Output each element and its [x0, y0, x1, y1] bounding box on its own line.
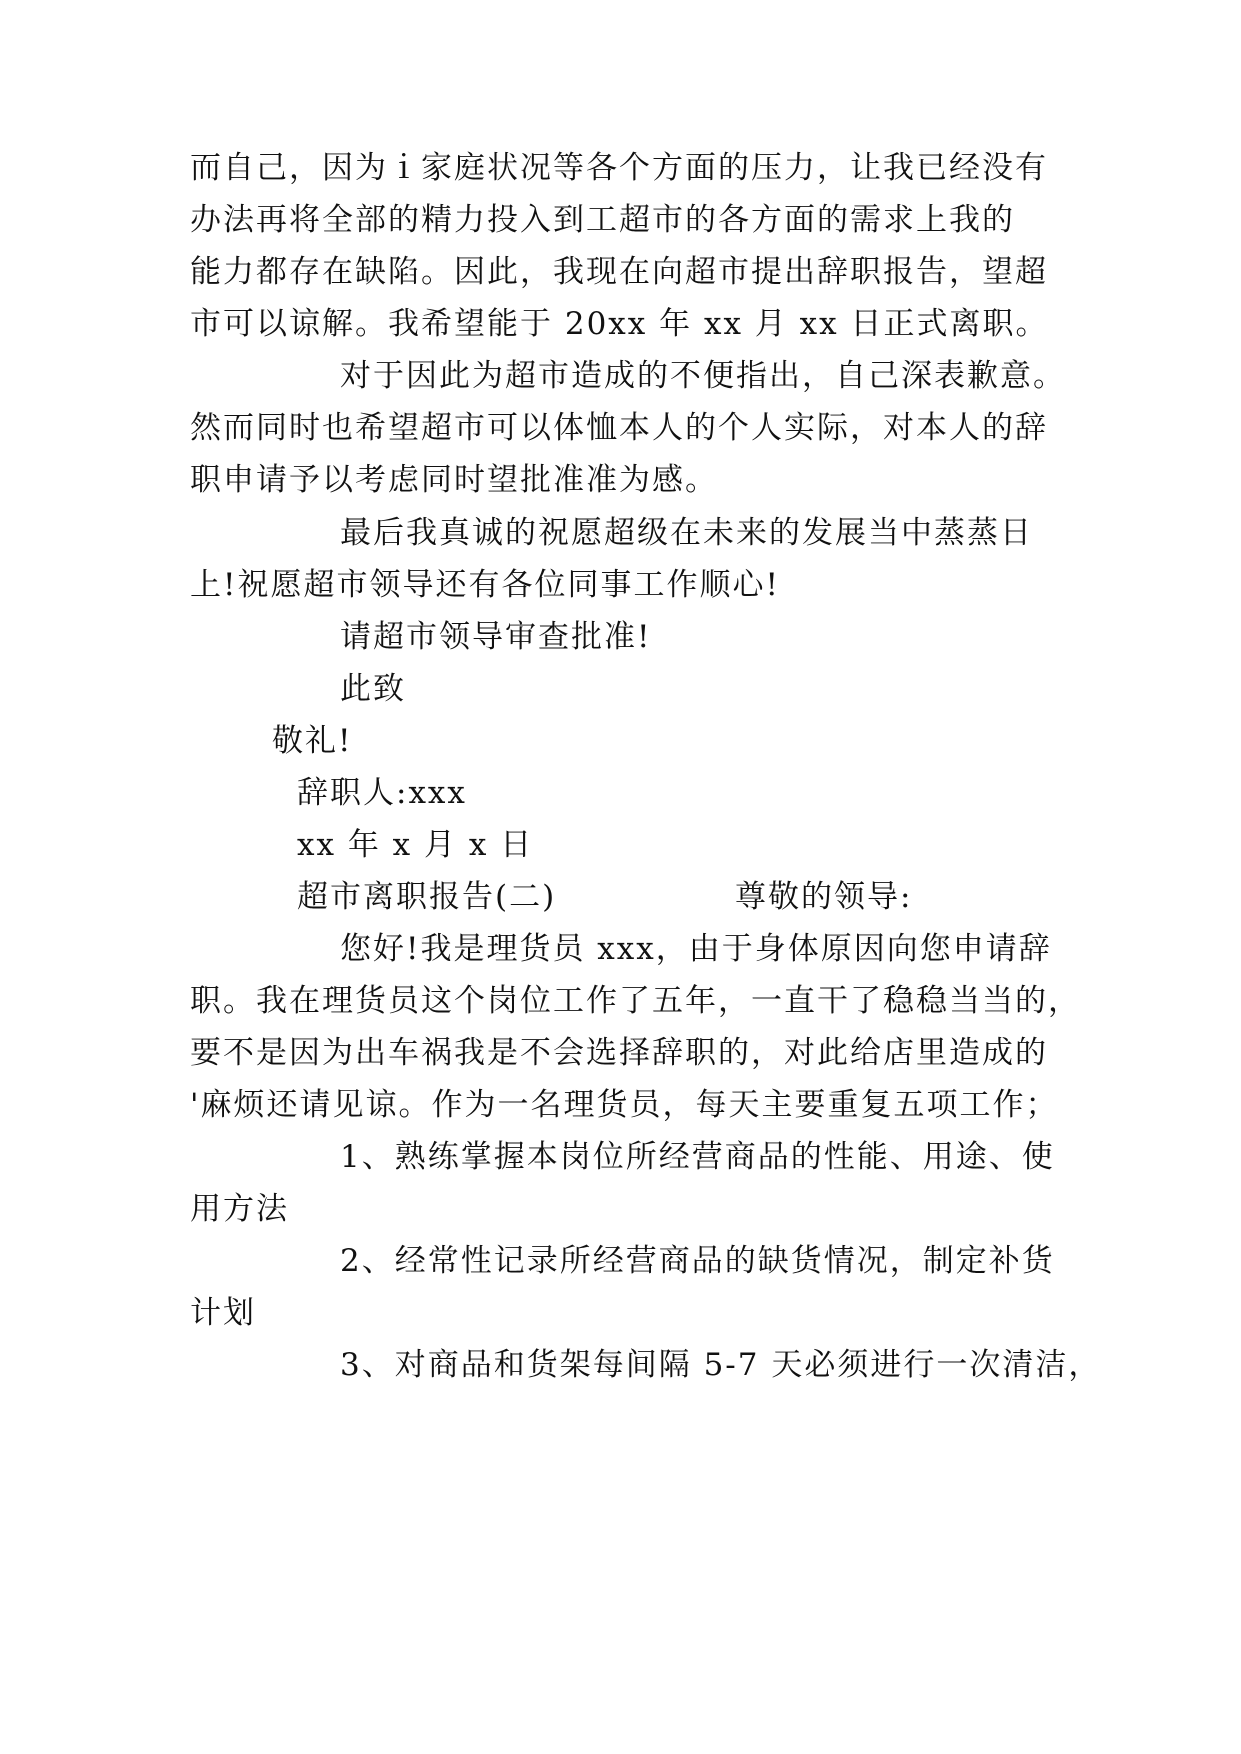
- paragraph-line: 上!祝愿超市领导还有各位同事工作顺心!: [190, 567, 780, 603]
- list-item-continuation: 用方法: [190, 1191, 289, 1227]
- paragraph-line: 职。我在理货员这个岗位工作了五年，一直干了稳稳当当的，: [190, 983, 1081, 1019]
- list-item: 2、经常性记录所经营商品的缺货情况，制定补货: [340, 1243, 1055, 1279]
- paragraph-line: 要不是因为出车祸我是不会选择辞职的，对此给店里造成的: [190, 1035, 1048, 1071]
- paragraph-line: 对于因此为超市造成的不便指出，自己深表歉意。: [340, 358, 1066, 394]
- paragraph-line: 职申请予以考虑同时望批准准为感。: [190, 462, 718, 498]
- list-item: 1、熟练掌握本岗位所经营商品的性能、用途、使: [340, 1139, 1055, 1175]
- paragraph-line: 然而同时也希望超市可以体恤本人的个人实际，对本人的辞: [190, 410, 1048, 446]
- section-title: 超市离职报告(二): [297, 879, 557, 915]
- signature-name: 辞职人:xxx: [297, 775, 467, 811]
- letter-greeting: 尊敬的领导:: [735, 879, 913, 915]
- list-item-continuation: 计划: [190, 1295, 256, 1331]
- signature-date: xx 年 x 月 x 日: [297, 827, 534, 863]
- paragraph-line: 办法再将全部的精力投入到工超市的各方面的需求上我的: [190, 202, 1015, 238]
- paragraph-line: 市可以谅解。我希望能于 20xx 年 xx 月 xx 日正式离职。: [190, 306, 1049, 342]
- request-line: 请超市领导审查批准!: [340, 619, 652, 655]
- list-item: 3、对商品和货架每间隔 5-7 天必须进行一次清洁，: [340, 1347, 1102, 1383]
- closing-salutation: 此致: [340, 671, 406, 707]
- paragraph-line: 而自己，因为ｉ家庭状况等各个方面的压力，让我已经没有: [190, 150, 1048, 186]
- paragraph-line: '麻烦还请见谅。作为一名理货员，每天主要重复五项工作；: [190, 1087, 1059, 1123]
- paragraph-line: 您好!我是理货员 xxx，由于身体原因向您申请辞: [340, 931, 1052, 967]
- paragraph-line: 能力都存在缺陷。因此，我现在向超市提出辞职报告，望超: [190, 254, 1048, 290]
- closing-regards: 敬礼!: [272, 723, 353, 759]
- paragraph-line: 最后我真诚的祝愿超级在未来的发展当中蒸蒸日: [340, 515, 1033, 551]
